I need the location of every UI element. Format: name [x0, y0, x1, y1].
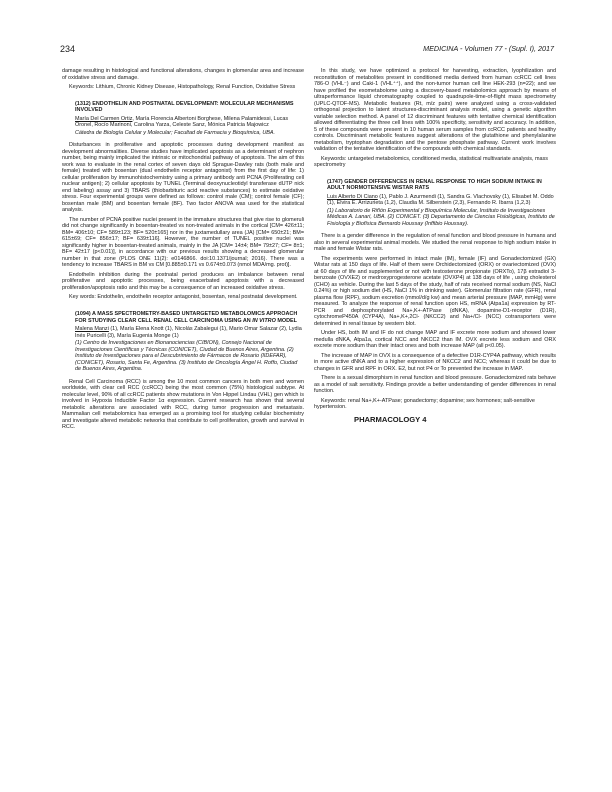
- abstract-1747-header: [327, 179, 556, 228]
- abstract-title: (1747) GENDER DIFFERENCES IN RENAL RESPONSE TO HIGH SODIUM INTAKE IN ADULT NORMOTENSIVE WISTAR RATS: [327, 178, 542, 192]
- abstract-title: (1312) ENDOTHELIN AND POSTNATAL DEVELOPMENT: MOLECULAR MECHANISMS INVOLVED: [75, 100, 294, 114]
- abstract-paragraph: In this study, we have optimized a protocol for harvesting, extraction, lyophilization and reconstitution of metabolites present in conditioned media derived from human ccRCC cell lines 786-O (VHL⁻) and Caki-1 (VHL⁺⁺), and the non-tumor human cell line HEK-293 (n=22); and we have profiled the exometabolome using a discovery-based metabolomics approach by means of ultraperformance liquid chromatography coupled to quadrupole-time-of-flight mass spectrometry (UPLC-QTOF-MS). Metabolic features (Rt, m/z pairs) were analyzed using a cross-validated orthogonal projection to latent structures-discriminant analysis model, using a genetic algorithm variable selection method. A panel of 12 discriminant features with tentative chemical identification allowed differentiating the three cell lines with 100% specificity, sensitivity and accuracy. In addition, 5 of these compounds were present in 10 human serum samples from ccRCC patients and healthy controls. Discriminant metabolic features suggest alterations of the glutathione and phenylalanine metabolism, tryptophan degradation and the pentose phosphate pathway. Current work involves validation of the tentative identification of the compounds with chemical standards.: [314, 68, 556, 152]
- abstract-paragraph: There is a sexual dimorphism in renal function and blood pressure. Gonadectomized rats behave as a model of salt sensitivity. Findings provide a better understanding of gender differences in renal function.: [314, 375, 556, 395]
- abstract-authors: María Del Carmen Ortiz, María Florencia Albertoni Borghese, Milena Palamidessi, Lucas Oronel, Rocío Marinoni, Carolina Yarza, Celeste Sanz, Mónica Patricia Majowicz: [75, 115, 289, 129]
- page-number: 234: [60, 44, 76, 54]
- abstract-paragraph: Endothelin inhibition during the postnatal period produces an imbalance between renal proliferative and apoptotic processes, being exacerbated apoptosis with a decreased proliferation/apoptosis ratio and this may be a consequence of an increased oxidative stress.: [62, 271, 304, 291]
- left-column: [62, 68, 304, 434]
- abstract-paragraph: The experiments were performed in intact male (IM), female (IF) and Gonadectomized (GX) Wistar rats at 150 days of life. Half of them were Orchidectomized (ORX) or ovariectomized (OVX) at 60 days of life and supplemented or not with testosterone propionate (ORXTo), 17β estradiol 3-benzoate (OVXE2) or medroxyprogesterone acetate (OVXP4) at 138 days of life , using cholesterol (CHO) as vehicle. During the last 5 days of the study, half of rats received normal sodium (NS, NaCl 0.24%) or high sodium diet (HS, NaCl 1% in drinking water). Glomerular filtration rate (GFR), renal plasma flow (RPF), sodium excretion (mmol/d/g kw) and mean arterial pressure (MAP, mmHg) were measured. To analyze the response of renal function upon HS, mRNA (Atpa1a) expression by RT-PCR and dephosphorylated Na+,K+-ATPase (dNKA), dopamine-D1-receptor (D1R), cytochromeP450A (CYP4A), Na+,K+,2Cl- (NKCC2) and Na+/Cl- (NCC) cotransporters were determined in renal tissue by western blot.: [314, 255, 556, 327]
- abstract-paragraph: There is a gender difference in the regulation of renal function and blood pressure in humans and also in several experimental animal models. We studied the renal response to high sodium intake in male and female Wistar rats.: [314, 233, 556, 253]
- abstract-affiliation: Cátedra de Biología Celular y Molecular; Facultad de Farmacia y Bioquímica, UBA.: [75, 129, 276, 136]
- section-heading: PHARMACOLOGY 4: [354, 414, 427, 424]
- abstract-1094-header: [75, 311, 304, 373]
- right-column: [314, 68, 556, 423]
- abstract-paragraph: Renal Cell Carcinoma (RCC) is among the 10 most common cancers in both men and women worldwide, with clear cell RCC (ccRCC) being the most common (75%) histological subtype. At molecular level, 90% of all ccRCC patients show mutations in Von Hippel Lindau (VHL) gen which is involved in Hypoxia Inducible Factor 1α expression. Current research has shown that several metabolic alterations are associated with RCC, during tumor progression and metastasis. Mammalian cell metabolomics has emerged as a promising tool for studying cellular biochemistry and investigate altered metabolic networks that contribute to cell proliferation, growth and survival in RCC.: [62, 378, 304, 431]
- abstract-keywords: Keywords: untargeted metabolomics, conditioned media, statistical multivariate analysis, mass spectrometry: [314, 155, 548, 168]
- abstract-paragraph: Disturbances in proliferative and apoptotic processes during development manifest as development abnormalities. Diverse studies have implicated apoptosis as a determinant of nephron number, being mainly implicated the intrinsic or mitochondrial pathway of apoptosis. The aim of this work was to evaluate in the renal cortex of seven days old Sprague-Dawley rats (both male and female) treated with bosentan (dual endothelin receptor antagonist) from the first day of life: 1) cellular proliferation by immunohistochemistry using a primary antibody anti PCNA (Proliferating cell nuclear antigen); 2) cellular apoptosis by TUNEL (Terminal deoxynucleotidyl transferase dUTP nick end labeling) assay and 3) TBARS (thiobarbituric acid reactive substances) to estimate oxidative stress. Four experimental groups were defined as follows: control male (CM); control female (CF); bosentan male (BM) and bosentan female (BF). Two factor ANOVA was used for the statistical analysis.: [62, 142, 304, 214]
- journal-header: MEDICINA - Volumen 77 - (Supl. I), 2017: [423, 44, 554, 53]
- abstract-affiliation: (1) Laboratorio de Riñón Experimental y Bioquímica Molecular, Instituto de Investigaciones Médicas A. Lanari, UBA. (2) CONICET. (3) Departamento de Ciencias Fisiológicas, Instituto de Fisiología y Biofísica Bernardo Houssay (Inffibio Houssay).: [327, 207, 555, 227]
- abstract-title: (1094) A MASS SPECTROMETRY-BASED UNTARGETED METABOLOMICS APPROACH FOR STUDYING CLEAR CELL RENAL CELL CARCINOMA USING AN IN VITRO MODEL: [75, 310, 298, 324]
- intro-paragraph: damage resulting in histological and functional alterations, changes in glomerular area and increase of oxidative stress and damage.: [62, 68, 304, 81]
- abstract-authors: Malena Manzi (1), María Elena Knott (1), Nicolás Zabalegui (1), Mario Omar Salazar (2), Lydia Inés Puricelli (3), María Eugenia Monge (1): [75, 326, 302, 339]
- abstract-keywords: Keywords: renal Na+,K+-ATPase; gonadectomy; dopamine; sex hormones; salt-sensitive hypertension.: [314, 397, 535, 411]
- abstract-paragraph: The increase of MAP in OVX is a consequence of a defective D1R-CYP4A pathway, which results in more active dNKA and to a higher expression of NKCC2 and NCC; whereas it could be due to changes in GFR and RPF in ORX. E2, but not P4 or To prevented the increase in MAP.: [314, 352, 556, 372]
- abstract-paragraph: The number of PCNA positive nuclei present in the immature structures that give rise to glomeruli did not change significantly in bosentan-treated vs non-treated animals in the cortical [CM= 426±11; BM= 406±10; CF= 589±123; BF= 520±165] nor in the juxtamedullary area (JA) [CM= 650±21; BM= 615±69; CF= 856±17; BF= 639±116]. However, the number of TUNEL positive nuclei was significantly higher in bosentan-treated animals, mainly in the JA [CM= 14±4; BM= 79±27; CF= 8±1; BF= 42±17 (p<0.01)], in accordance with our previous results showing a decreased glomerular number in that zone (PLOS ONE 11(2): e0146866. doi:10.1371/journal; 2016). There was a tendency to increase TBARS in BM vs CM [0.885±0.171 vs 0.674±0.073 (nmol MDA/mg. prot)].: [62, 216, 304, 269]
- abstract-affiliation: (1) Centro de Investigaciones en Bionanociencias (CIBION), Consejo Nacional de Investigaciones Científicas y Técnicas (CONICET), Ciudad de Buenos Aires, Argentina. (2) Instituto de Investigaciones para el Descubrimiento de Fármacos de Rosario (IIDEFAR), (CONICET), Rosario, Santa Fe, Argentina. (3) Instituto de Oncología Ángel H. Roffo, Ciudad de Buenos Aires, Argentina.: [75, 340, 298, 373]
- abstract-keywords: Key words: Endothelin, endothelin receptor antagonist, bosentan, renal postnatal development.: [69, 294, 298, 301]
- intro-keywords: Keywords: Lithium, Chronic Kidney Disease, Histopathology, Renal Function, Oxidative Stress: [69, 84, 296, 90]
- abstract-paragraph: Under HS, both IM and IF do not change MAP and IF excrete more sodium and showed lower medulla dNKA, Atpa1a, cortical NCC and NKCC2 than IM. OVX excrete less sodium and ORX excrete more sodium than their intact ones and both increase MAP (all p<0.05).: [314, 330, 556, 350]
- abstract-authors: Luis Alberto Di Ciano (1), Pablo J. Azurmendi (1), Sandra G. Vlachovsky (1), Elisabet M. Oddo (1), Elvira E. Arrizurieta (1,2), Claudia M. Silberstein (2,3), Fernando R. Ibarra (1,2,3): [327, 193, 554, 207]
- abstract-1312-header: [75, 101, 304, 137]
